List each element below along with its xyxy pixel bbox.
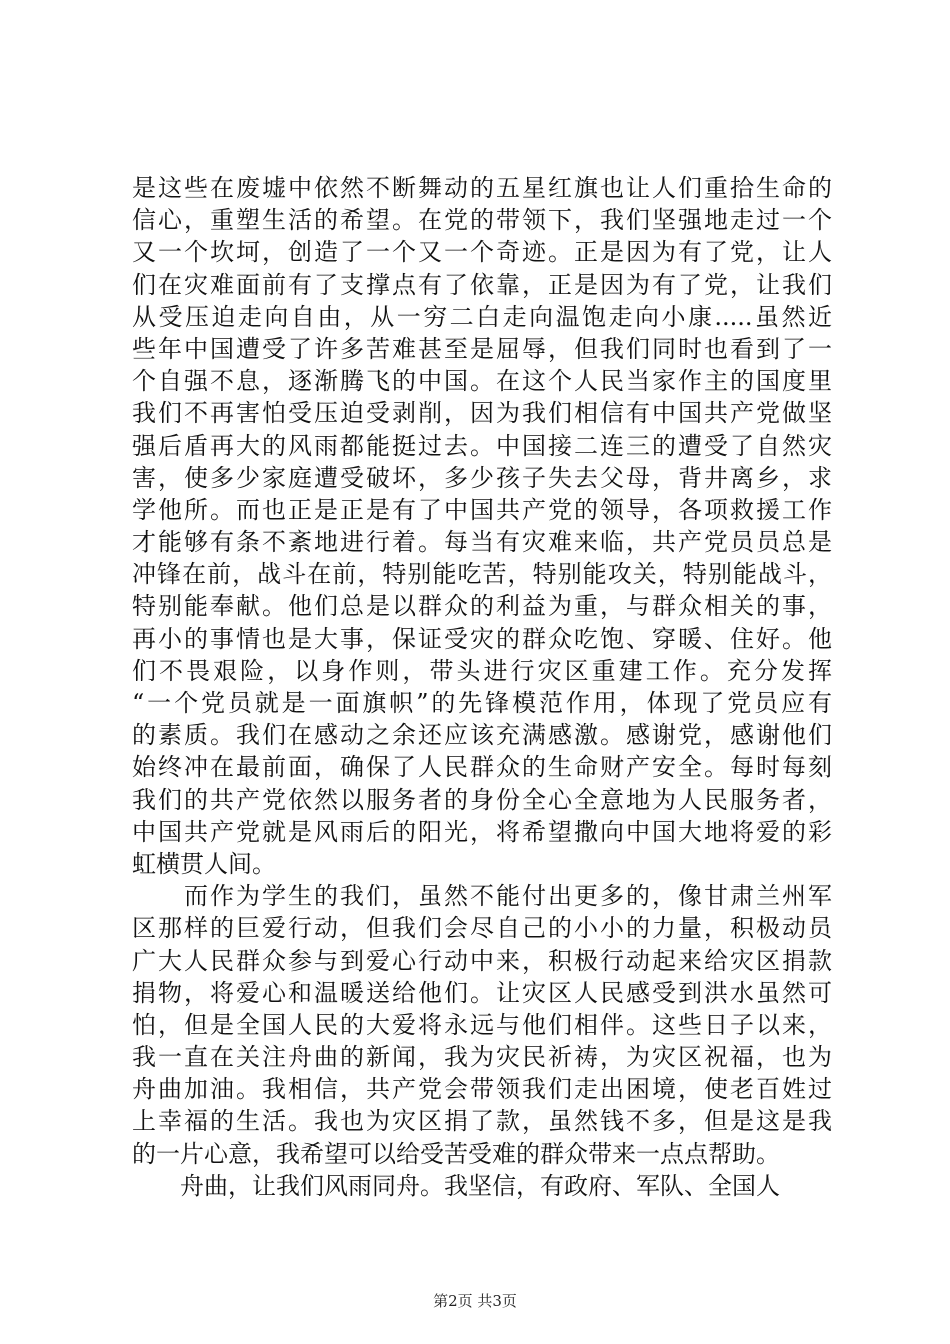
text-line: 再小的事情也是大事，保证受灾的群众吃饱、穿暖、住好。他: [132, 624, 832, 653]
text-line: 强后盾再大的风雨都能挺过去。中国接二连三的遭受了自然灾: [132, 431, 832, 460]
text-line: 们在灾难面前有了支撑点有了依靠，正是因为有了党，让我们: [132, 270, 832, 299]
text-line: 们不畏艰险，以身作则，带头进行灾区重建工作。充分发挥: [132, 656, 832, 685]
text-line: 舟曲加油。我相信，共产党会带领我们走出困境，使老百姓过: [132, 1075, 832, 1104]
page-footer: 第2页 共3页: [433, 1292, 517, 1310]
text-line: 上幸福的生活。我也为灾区捐了款，虽然钱不多，但是这是我: [132, 1107, 832, 1136]
text-line: 才能够有条不紊地进行着。每当有灾难来临，共产党员员总是: [132, 528, 832, 557]
text-line: 我们不再害怕受压迫受剥削，因为我们相信有中国共产党做坚: [132, 399, 832, 428]
text-line: “一个党员就是一面旗帜”的先锋模范作用，体现了党员应有: [132, 689, 832, 717]
text-line: 始终冲在最前面，确保了人民群众的生命财产安全。每时每刻: [132, 753, 832, 782]
text-line: 从受压迫走向自由，从一穷二白走向温饱走向小康.....虽然近: [132, 302, 832, 331]
text-line: 我们的共产党依然以服务者的身份全心全意地为人民服务者，: [132, 785, 832, 814]
text-line: 广大人民群众参与到爱心行动中来，积极行动起来给灾区捐款: [132, 946, 832, 975]
text-line: 是这些在废墟中依然不断舞动的五星红旗也让人们重拾生命的: [132, 174, 832, 202]
text-line: 特别能奉献。他们总是以群众的利益为重，与群众相关的事，: [132, 592, 832, 621]
text-line: 冲锋在前，战斗在前，特别能吃苦，特别能攻关，特别能战斗，: [132, 560, 832, 589]
text-line: 的素质。我们在感动之余还应该充满感激。感谢党，感谢他们: [132, 721, 832, 750]
text-line: 舟曲，让我们风雨同舟。我坚信，有政府、军队、全国人: [132, 1171, 780, 1200]
text-line: 中国共产党就是风雨后的阳光，将希望撒向中国大地将爱的彩: [132, 817, 832, 846]
text-line: 我一直在关注舟曲的新闻，我为灾民祈祷，为灾区祝福，也为: [132, 1043, 832, 1072]
text-line: 虹横贯人间。: [132, 849, 276, 878]
text-line: 个自强不息，逐渐腾飞的中国。在这个人民当家作主的国度里: [132, 367, 832, 396]
text-line: 信心，重塑生活的希望。在党的带领下，我们坚强地走过一个: [132, 206, 832, 235]
text-line: 又一个坎坷，创造了一个又一个奇迹。正是因为有了党，让人: [132, 238, 832, 267]
body-text: [132, 172, 832, 1202]
text-line: 学他所。而也正是正是有了中国共产党的领导，各项救援工作: [132, 495, 832, 524]
text-line: 的一片心意，我希望可以给受苦受难的群众带来一点点帮助。: [132, 1139, 780, 1168]
text-line: 捐物，将爱心和温暖送给他们。让灾区人民感受到洪水虽然可: [132, 978, 832, 1007]
text-line: 怕，但是全国人民的大爱将永远与他们相伴。这些日子以来，: [132, 1010, 832, 1039]
text-line: 些年中国遭受了许多苦难甚至是屈辱，但我们同时也看到了一: [132, 334, 832, 363]
text-line: 害，使多少家庭遭受破坏，多少孩子失去父母，背井离乡，求: [132, 463, 832, 492]
text-line: 区那样的巨爱行动，但我们会尽自己的小小的力量，积极动员: [132, 914, 832, 943]
text-line: 而作为学生的我们，虽然不能付出更多的，像甘肃兰州军: [132, 882, 832, 911]
